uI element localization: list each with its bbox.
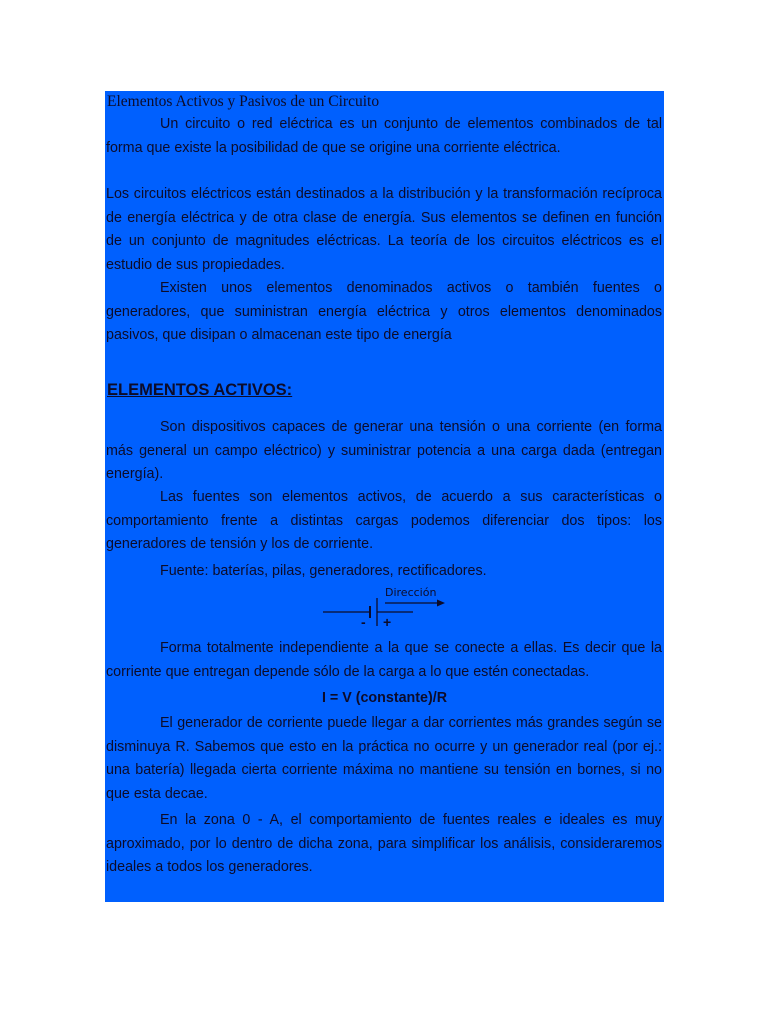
active-paragraph: Las fuentes son elementos activos, de acuerdo a sus características o comportamiento frente a distintas cargas podemos diferenciar dos tipos: los generadores de tensión y los de corriente. [106, 489, 662, 552]
intro-paragraph: Un circuito o red eléctrica es un conjunto de elementos combinados de tal forma que existe la posibilidad de que se origine una corriente eléctrica. [106, 116, 662, 156]
positive-terminal-label: + [383, 614, 392, 630]
active-paragraph: Son dispositivos capaces de generar una tensión o una corriente (en forma más general un campo eléctrico) y suministrar potencia a una carga dada (entregan energía). [106, 419, 662, 482]
negative-terminal-label: - [361, 614, 366, 630]
active-paragraph: Forma totalmente independiente a la que se conecte a ellas. Es decir que la corriente que entregan depende sólo de la carga a lo que estén conectadas. [106, 640, 662, 680]
sources-list-paragraph: Fuente: baterías, pilas, generadores, rectificadores. [160, 563, 487, 579]
direction-label: Dirección [385, 586, 437, 599]
intro-paragraph: Existen unos elementos denominados activos o también fuentes o generadores, que suministran energía eléctrica y otros elementos denominados pasivos, que disipan o almacenan este tipo de energía [106, 280, 662, 343]
intro-paragraph: Los circuitos eléctricos están destinados a la distribución y la transformación recíproca de energía eléctrica y de otra clase de energía. Sus elementos se definen en función de un conjunto de magnitudes eléctricas. La teoría de los circuitos eléctricos es el estudio de sus propiedades. [106, 186, 662, 273]
document-title: Elementos Activos y Pasivos de un Circuito [107, 93, 380, 110]
generator-paragraph: En la zona 0 - A, el comportamiento de fuentes reales e ideales es muy aproximado, por lo dentro de dicha zona, para simplificar los análisis, consideraremos ideales a todos los generadores. [106, 812, 662, 875]
generator-paragraph: El generador de corriente puede llegar a dar corrientes más grandes según se disminuya R. Sabemos que esto en la práctica no ocurre y un generador real (por ej.: una batería) llegada cierta corriente máxima no mantiene su tensión en bornes, si no que esta decae. [106, 715, 662, 802]
section-heading-elementos-activos: ELEMENTOS ACTIVOS: [107, 381, 293, 399]
direction-arrowhead [437, 600, 445, 607]
document-block [105, 91, 664, 902]
formula: I = V (constante)/R [321, 690, 448, 706]
battery-symbol-diagram [321, 583, 449, 631]
